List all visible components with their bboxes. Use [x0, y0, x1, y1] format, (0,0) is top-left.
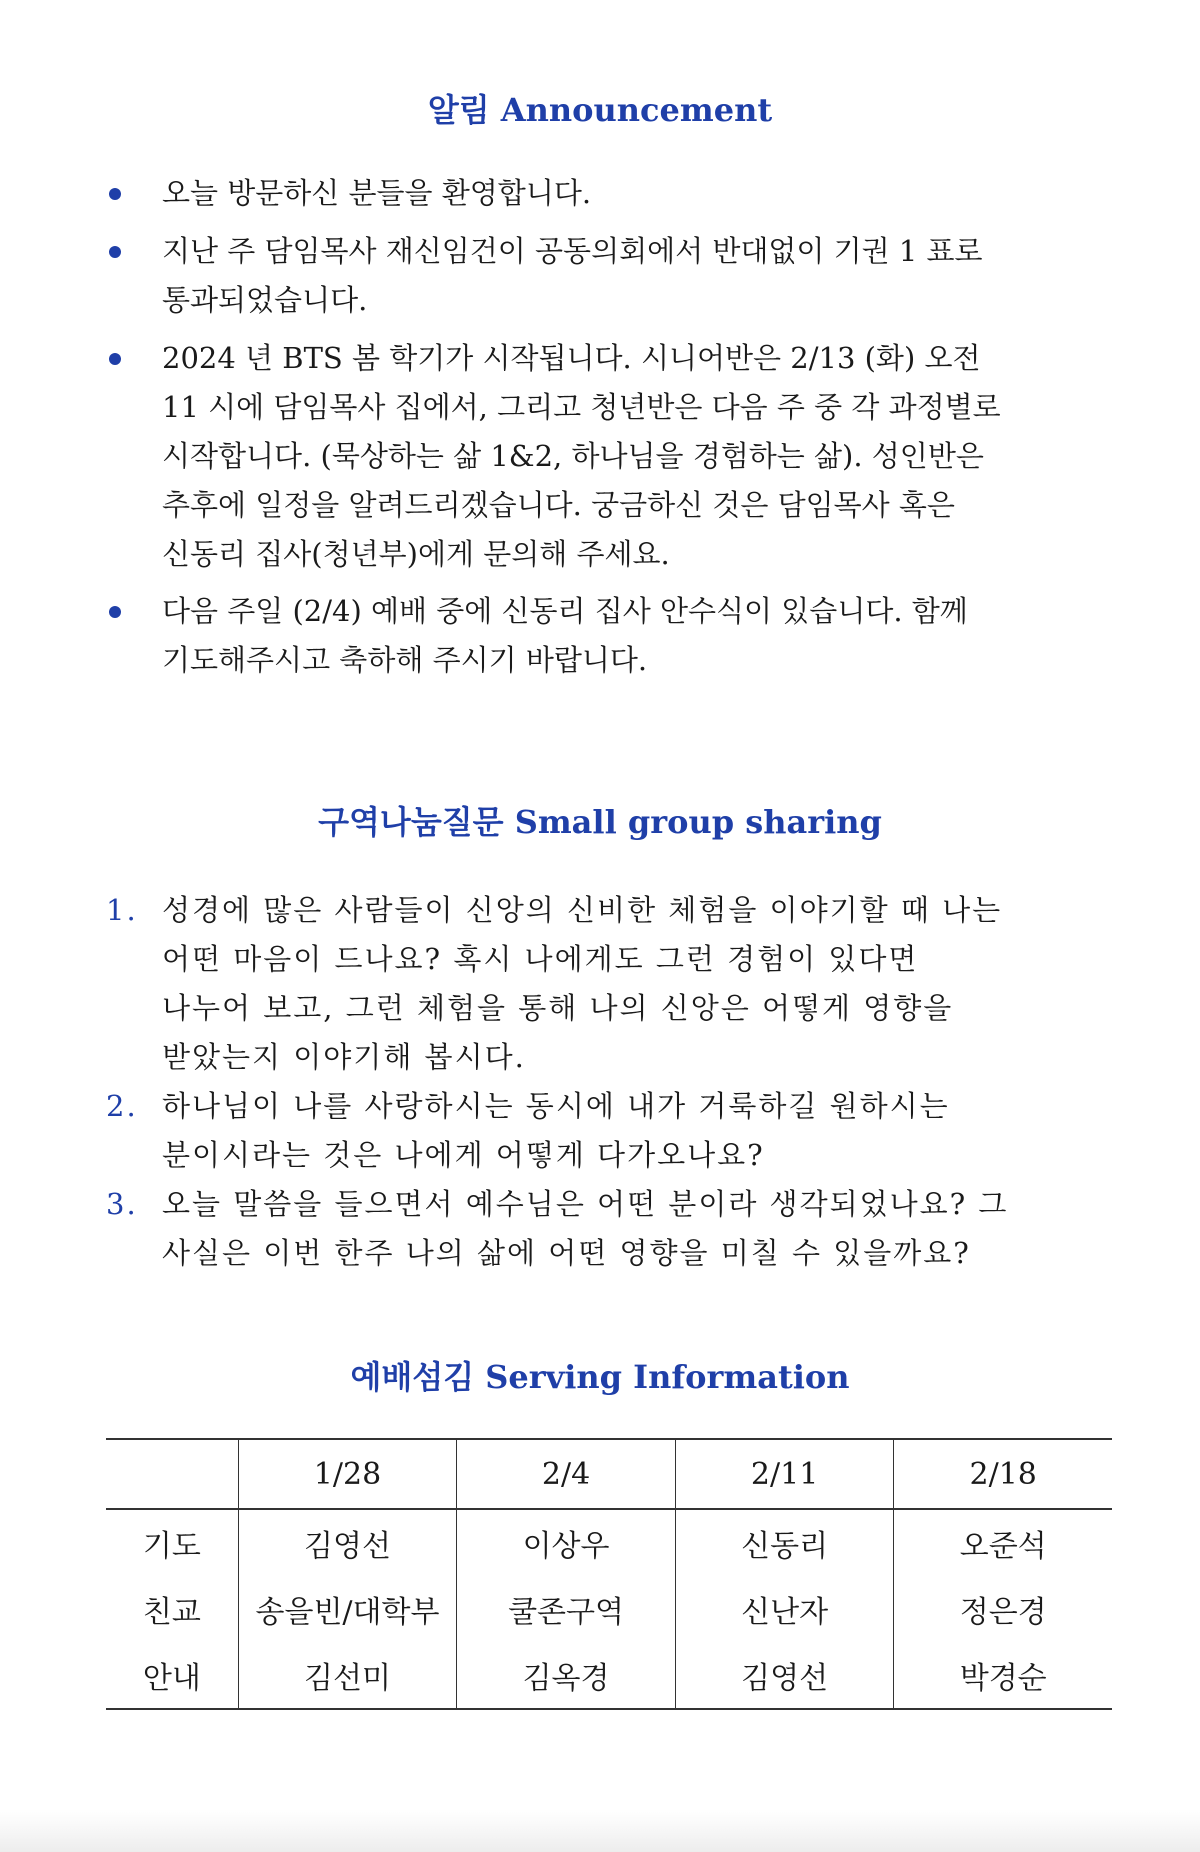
announcement-line: 오늘 방문하신 분들을 환영합니다.	[162, 176, 592, 210]
serving-date-header: 2/18	[969, 1456, 1037, 1492]
sharing-heading: 구역나눔질문 Small group sharing	[318, 803, 882, 841]
serving-name-cell: 정은경	[959, 1595, 1047, 1630]
bullet-icon	[109, 606, 121, 618]
question-number: 1.	[106, 893, 138, 927]
question-number: 2.	[106, 1089, 138, 1123]
question-line: 나누어 보고, 그런 체험을 통해 나의 신앙은 어떻게 영향을	[162, 991, 954, 1025]
announcement-line: 통과되었습니다.	[162, 283, 368, 317]
question-line: 어떤 마음이 드나요? 혹시 나에게도 그런 경험이 있다면	[162, 942, 919, 976]
serving-role-cell: 안내	[106, 1642, 238, 1709]
serving-name-cell: 송을빈/대학부	[238, 1576, 457, 1642]
announcement-line: 2024 년 BTS 봄 학기가 시작됩니다. 시니어반은 2/13 (화) 오전	[162, 341, 981, 375]
question-number: 3.	[106, 1187, 138, 1221]
table-row	[106, 1576, 1112, 1642]
announcement-line: 기도해주시고 축하해 주시기 바랍니다.	[162, 643, 648, 677]
serving-corner-cell	[106, 1439, 238, 1509]
serving-name-cell: 신난자	[675, 1576, 894, 1642]
serving-date-header: 2/11	[675, 1439, 894, 1509]
serving-name-cell: 신동리	[675, 1509, 894, 1576]
announcement-item	[162, 334, 1082, 579]
serving-name-cell: 박경순	[959, 1661, 1047, 1696]
announcement-item	[162, 169, 1082, 218]
announcement-item	[162, 587, 1082, 685]
serving-header-row	[106, 1439, 1112, 1509]
question-line: 사실은 이번 한주 나의 삶에 어떤 영향을 미칠 수 있을까요?	[162, 1236, 971, 1270]
page-bottom-shadow	[0, 1812, 1200, 1852]
serving-name-cell: 김영선	[675, 1642, 894, 1709]
serving-name-cell: 이상우	[457, 1509, 676, 1576]
question-line: 분이시라는 것은 나에게 어떻게 다가오나요?	[162, 1138, 765, 1172]
table-row	[106, 1642, 1112, 1709]
question-line: 오늘 말씀을 들으면서 예수님은 어떤 분이라 생각되었나요? 그	[162, 1187, 1009, 1221]
announcement-heading: 알림 Announcement	[427, 91, 773, 129]
question-item	[106, 1180, 1107, 1278]
question-item	[106, 1082, 1107, 1180]
announcement-line: 지난 주 담임목사 재신임건이 공동의회에서 반대없이 기권 1 표로	[162, 234, 983, 268]
question-line: 받았는지 이야기해 봅시다.	[162, 1040, 526, 1074]
serving-name-cell: 쿨존구역	[457, 1576, 676, 1642]
question-line: 성경에 많은 사람들이 신앙의 신비한 체험을 이야기할 때 나는	[162, 893, 1003, 927]
announcement-line: 신동리 집사(청년부)에게 문의해 주세요.	[162, 537, 670, 571]
question-line: 하나님이 나를 사랑하시는 동시에 내가 거룩하길 원하시는	[162, 1089, 950, 1123]
announcement-line: 추후에 일정을 알려드리겠습니다. 궁금하신 것은 담임목사 혹은	[162, 488, 955, 522]
serving-date-header: 1/28	[238, 1439, 457, 1509]
serving-date-header: 2/4	[457, 1439, 676, 1509]
question-item	[106, 886, 1107, 1082]
announcement-line: 시작합니다. (묵상하는 삶 1&2, 하나님을 경험하는 삶). 성인반은	[162, 439, 984, 473]
serving-name-cell: 김선미	[238, 1642, 457, 1709]
announcement-line: 11 시에 담임목사 집에서, 그리고 청년반은 다음 주 중 각 과정별로	[162, 390, 1001, 424]
serving-table	[106, 1438, 1112, 1710]
serving-name-cell: 오준석	[959, 1529, 1047, 1564]
bullet-icon	[109, 246, 121, 258]
serving-name-cell: 김영선	[238, 1509, 457, 1576]
serving-name-cell: 김옥경	[457, 1642, 676, 1709]
announcement-line: 다음 주일 (2/4) 예배 중에 신동리 집사 안수식이 있습니다. 함께	[162, 594, 968, 628]
table-row	[106, 1509, 1112, 1576]
bullet-icon	[109, 353, 121, 365]
serving-heading: 예배섬김 Serving Information	[350, 1358, 850, 1396]
serving-role-cell: 친교	[106, 1576, 238, 1642]
bullet-icon	[109, 188, 121, 200]
announcement-item	[162, 227, 1082, 325]
serving-role-cell: 기도	[106, 1509, 238, 1576]
